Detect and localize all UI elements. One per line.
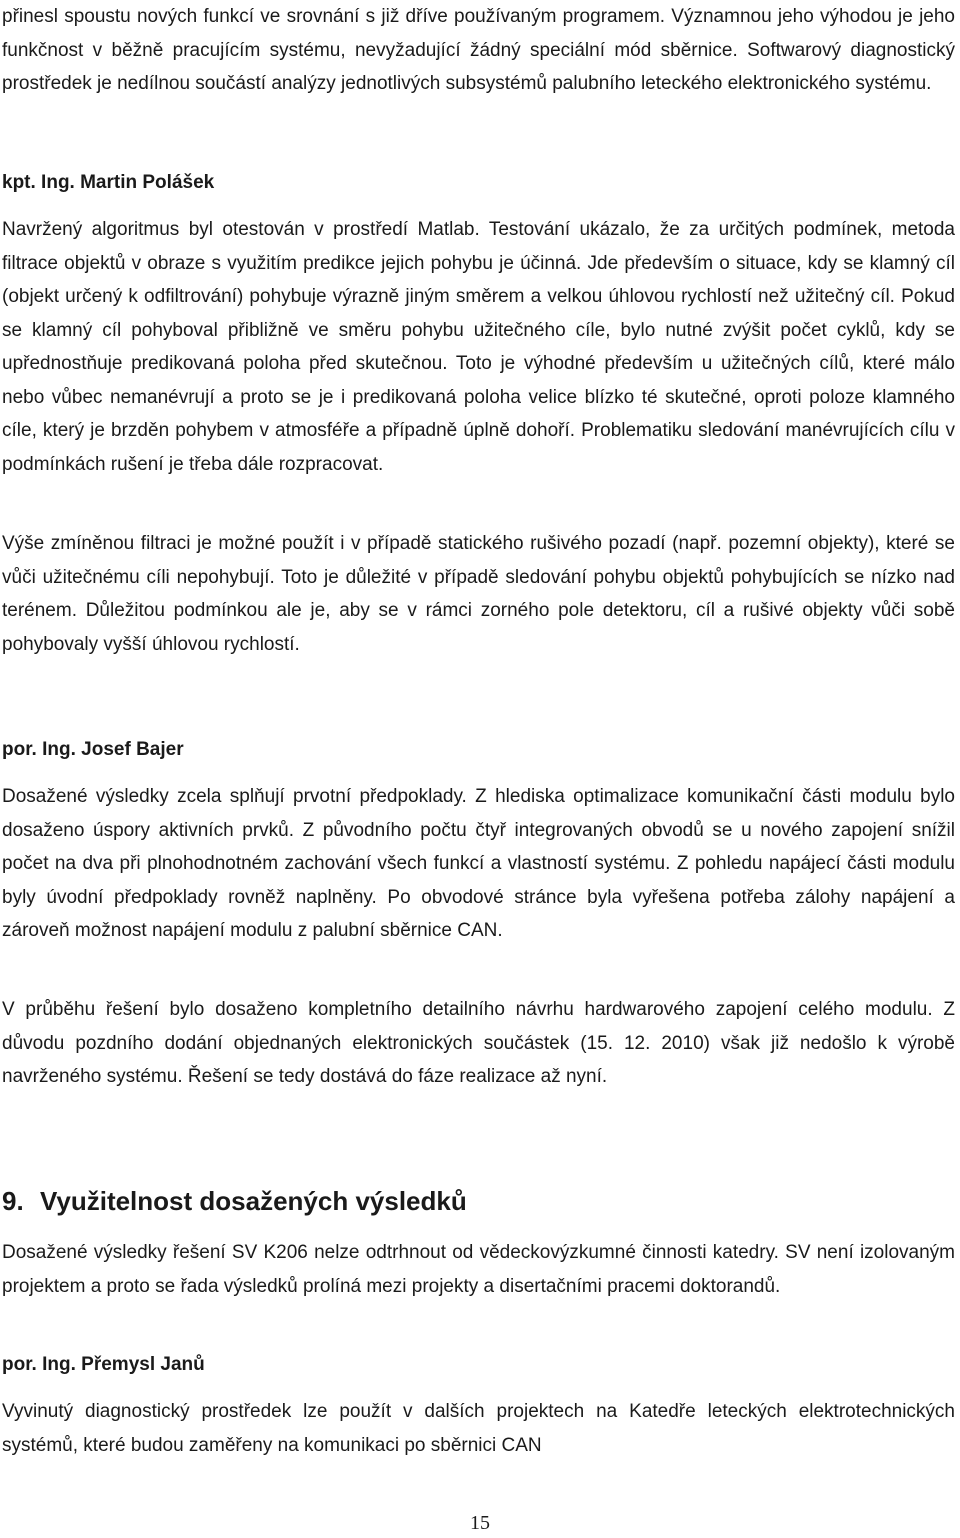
- polasek-paragraph-2: Výše zmíněnou filtraci je možné použít i v případě statického rušivého pozadí (např. pozemní objekty), které se vůči užitečnému cíli nepohybují. Toto je důležité v případě sledování pohybu objektů pohybujících se nízko nad terénem. Důležitou podmínkou ale je, aby se v rámci zorného pole detektoru, cíl a rušivé objekty vůči sobě pohybovaly vyšší úhlovou rychlostí.: [2, 533, 955, 655]
- polasek-paragraph-1: Navržený algoritmus byl otestován v prostředí Matlab. Testování ukázalo, že za určitých podmínek, metoda filtrace objektů v obraze s využitím predikce jejich pohybu je účinná. Jde především o situace, kdy se klamný cíl (objekt určený k odfiltrování) pohybuje výrazně jiným směrem a velkou úhlovou rychlostí než užitečný cíl. Pokud se klamný cíl pohyboval přibližně ve směru pohybu užitečného cíle, bylo nutné zvýšit počet cyklů, kdy se upřednostňuje predikovaná poloha před skutečnou. Toto je výhodné především u užitečných cílů, které málo nebo vůbec nemanévrují a proto se je i predikovaná poloha velice blízko té skutečné, oproti poloze klamného cíle, který je brzděn pohybem v atmosféře a případně úplně dohoří. Problematiku sledování manévrujících cílu v podmínkách rušení je třeba dále rozpracovat.: [2, 219, 955, 475]
- bajer-paragraph-1: Dosažené výsledky zcela splňují prvotní předpoklady. Z hlediska optimalizace komunikační části modulu bylo dosaženo úspory aktivních prvků. Z původního počtu čtyř integrovaných obvodů se u nového zapojení snížil počet na dva při plnohodnotném zachování všech funkcí a vlastností systému. Z pohledu napájecí části modulu byly úvodní předpoklady rovněž naplněny. Po obvodové stránce byla vyřešena potřeba zálohy napájení a zároveň možnost napájení modulu z palubní sběrnice CAN.: [2, 786, 955, 941]
- continuation-paragraph: přinesl spoustu nových funkcí ve srovnání s již dříve používaným programem. Významnou jeho výhodou je jeho funkčnost v běžně pracujícím systému, nevyžadující žádný speciální mód sběrnice. Softwarový diagnostický prostředek je nedílnou součástí analýzy jednotlivých subsystémů palubního leteckého elektronického systému.: [2, 6, 955, 94]
- author-janu: por. Ing. Přemysl Janů: [2, 1354, 205, 1375]
- author-bajer: por. Ing. Josef Bajer: [2, 739, 184, 760]
- section-title: Využitelnost dosažených výsledků: [40, 1186, 467, 1216]
- page-number: 15: [470, 1512, 490, 1534]
- janu-paragraph-1: Vyvinutý diagnostický prostředek lze použít v dalších projektech na Katedře leteckých elektrotechnických systémů, které budou zaměřeny na komunikaci po sběrnici CAN: [2, 1401, 955, 1456]
- section-intro-paragraph: Dosažené výsledky řešení SV K206 nelze odtrhnout od vědeckovýzkumné činnosti katedry. SV není izolovaným projektem a proto se řada výsledků prolíná mezi projekty a disertačními pracemi doktorandů.: [2, 1242, 955, 1297]
- author-polasek: kpt. Ing. Martin Polášek: [2, 172, 215, 193]
- section-heading: [2, 1183, 467, 1219]
- bajer-paragraph-2: V průběhu řešení bylo dosaženo kompletního detailního návrhu hardwarového zapojení celého modulu. Z důvodu pozdního dodání objednaných elektronických součástek (15. 12. 2010) však již nedošlo k výrobě navrženého systému. Řešení se tedy dostává do fáze realizace až nyní.: [2, 999, 955, 1087]
- section-number: 9.: [2, 1186, 24, 1216]
